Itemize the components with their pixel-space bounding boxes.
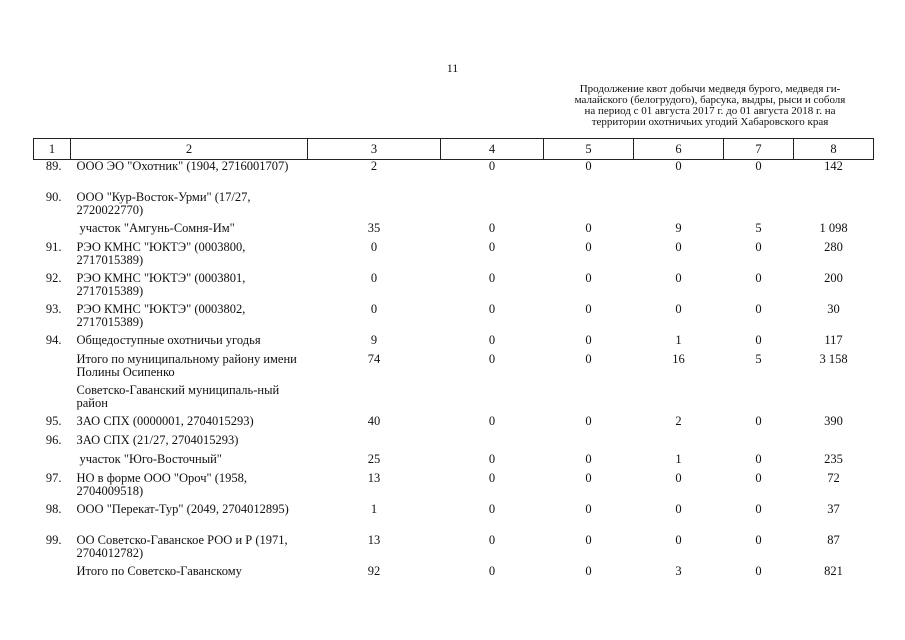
cell-c3: 74 xyxy=(367,352,381,366)
cell-c8: 3 158 xyxy=(819,352,848,366)
cell-c3: 0 xyxy=(370,240,378,254)
cell-c5: 0 xyxy=(585,452,592,466)
cell-c3: 13 xyxy=(367,471,381,485)
cell-c6: 0 xyxy=(675,159,682,173)
cell-c7: 0 xyxy=(755,452,762,466)
table-row xyxy=(34,272,874,303)
row-name: участок "Амгунь-Сомня-Им" xyxy=(79,221,235,235)
column-header: 2 xyxy=(71,139,308,160)
cell-c6 xyxy=(634,384,724,415)
table-row xyxy=(34,191,874,222)
cell-c3: 2 xyxy=(370,159,378,173)
row-number: 99. xyxy=(45,533,62,547)
cell-c6 xyxy=(634,434,724,453)
cell-c3: 92 xyxy=(367,564,381,578)
row-name: ЗАО СПХ (0000001, 2704015293) xyxy=(76,414,254,428)
cell-c6: 0 xyxy=(675,240,682,254)
cell-c4: 0 xyxy=(488,502,496,516)
row-name: Итого по Советско-Гаванскому xyxy=(76,564,242,578)
row-number: 92. xyxy=(45,271,62,285)
cell-c4 xyxy=(441,384,544,415)
cell-c7: 0 xyxy=(755,564,762,578)
cell-c8: 235 xyxy=(824,452,843,466)
cell-c4: 0 xyxy=(488,352,496,366)
table-row xyxy=(34,503,874,534)
cell-c4: 0 xyxy=(488,564,496,578)
table-row xyxy=(34,534,874,565)
cell-c5: 0 xyxy=(585,302,592,316)
cell-c8: 1 098 xyxy=(819,221,848,235)
cell-c7: 5 xyxy=(755,352,762,366)
cell-c7: 0 xyxy=(755,240,762,254)
cell-c4: 0 xyxy=(488,333,496,347)
row-name: Итого по муниципальному району имени Полины Осипенко xyxy=(76,352,297,379)
cell-c3 xyxy=(308,191,441,222)
row-number xyxy=(34,384,71,415)
cell-c4: 0 xyxy=(488,471,496,485)
row-number: 95. xyxy=(45,414,62,428)
table-row xyxy=(34,384,874,415)
cell-c3: 0 xyxy=(370,302,378,316)
cell-c5: 0 xyxy=(585,271,592,285)
cell-c3: 35 xyxy=(367,221,381,235)
cell-c5: 0 xyxy=(585,221,592,235)
cell-c3 xyxy=(308,434,441,453)
table-row xyxy=(34,415,874,434)
cell-c4 xyxy=(441,191,544,222)
heading-line: Продолжение квот добычи медведя бурого, медведя ги- xyxy=(579,83,841,95)
row-name: ООО "Кур-Восток-Урми" (17/27, 2720022770) xyxy=(76,190,251,217)
cell-c5 xyxy=(544,384,634,415)
cell-c7 xyxy=(724,191,794,222)
cell-c3 xyxy=(308,384,441,415)
cell-c4: 0 xyxy=(488,221,496,235)
row-number xyxy=(34,353,71,384)
cell-c5: 0 xyxy=(585,240,592,254)
cell-c8: 200 xyxy=(824,271,843,285)
cell-c6: 3 xyxy=(675,564,682,578)
column-header: 1 xyxy=(34,139,71,160)
table-row xyxy=(34,222,874,241)
cell-c8: 390 xyxy=(824,414,843,428)
table-row xyxy=(34,353,874,384)
table-row xyxy=(34,472,874,503)
table-body xyxy=(34,160,874,585)
table-row xyxy=(34,303,874,334)
cell-c5: 0 xyxy=(585,352,592,366)
cell-c6: 0 xyxy=(675,533,682,547)
row-name: Общедоступные охотничьи угодья xyxy=(76,333,261,347)
row-name: участок "Юго-Восточный" xyxy=(79,452,222,466)
heading-line: территории охотничьих угодий Хабаровского края xyxy=(591,116,829,128)
cell-c7 xyxy=(724,384,794,415)
cell-c8: 30 xyxy=(827,302,840,316)
row-name: ООО "Перекат-Тур" (2049, 2704012895) xyxy=(76,502,289,516)
cell-c4: 0 xyxy=(488,533,496,547)
heading-line: на период с 01 августа 2017 г. до 01 августа 2018 г. на xyxy=(584,105,836,117)
cell-c7: 0 xyxy=(755,302,762,316)
row-number: 91. xyxy=(45,240,62,254)
row-name: Советско-Гаванский муниципаль-ный район xyxy=(76,383,280,410)
page-number: 11 xyxy=(446,61,459,75)
cell-c4: 0 xyxy=(488,240,496,254)
cell-c8: 87 xyxy=(827,533,840,547)
cell-c6: 2 xyxy=(675,414,682,428)
cell-c6: 0 xyxy=(675,302,682,316)
cell-c6: 9 xyxy=(675,221,682,235)
cell-c3: 13 xyxy=(367,533,381,547)
quota-table xyxy=(33,138,874,584)
column-header: 4 xyxy=(441,139,544,160)
cell-c4: 0 xyxy=(488,271,496,285)
cell-c7: 5 xyxy=(755,221,762,235)
row-number: 94. xyxy=(45,333,62,347)
cell-c5: 0 xyxy=(585,502,592,516)
cell-c4: 0 xyxy=(488,414,496,428)
table-heading xyxy=(545,84,875,128)
table-row xyxy=(34,434,874,453)
cell-c6: 1 xyxy=(675,452,682,466)
row-number: 98. xyxy=(45,502,62,516)
cell-c4: 0 xyxy=(488,302,496,316)
cell-c6 xyxy=(634,191,724,222)
table-row xyxy=(34,160,874,192)
header-row xyxy=(34,139,874,160)
cell-c3: 1 xyxy=(370,502,378,516)
cell-c3: 0 xyxy=(370,271,378,285)
cell-c8 xyxy=(794,191,874,222)
cell-c7: 0 xyxy=(755,502,762,516)
heading-line: малайского (белогрудого), барсука, выдры, рыси и соболя xyxy=(574,94,846,106)
cell-c4: 0 xyxy=(488,452,496,466)
cell-c6: 0 xyxy=(675,471,682,485)
column-header: 6 xyxy=(634,139,724,160)
column-header: 7 xyxy=(724,139,794,160)
row-number: 97. xyxy=(45,471,62,485)
cell-c4 xyxy=(441,434,544,453)
cell-c5: 0 xyxy=(585,333,592,347)
cell-c5 xyxy=(544,191,634,222)
cell-c8: 821 xyxy=(824,564,843,578)
cell-c8: 280 xyxy=(824,240,843,254)
cell-c8 xyxy=(794,384,874,415)
cell-c7: 0 xyxy=(755,414,762,428)
row-name: РЭО КМНС "ЮКТЭ" (0003800, 2717015389) xyxy=(76,240,246,267)
row-name: ООО ЭО "Охотник" (1904, 2716001707) xyxy=(76,159,289,173)
cell-c7 xyxy=(724,434,794,453)
row-name: РЭО КМНС "ЮКТЭ" (0003801, 2717015389) xyxy=(76,271,246,298)
row-name: РЭО КМНС "ЮКТЭ" (0003802, 2717015389) xyxy=(76,302,246,329)
table-row xyxy=(34,565,874,584)
cell-c6: 1 xyxy=(675,333,682,347)
row-name: НО в форме ООО "Ороч" (1958, 2704009518) xyxy=(76,471,248,498)
cell-c8 xyxy=(794,434,874,453)
cell-c5: 0 xyxy=(585,564,592,578)
table-row xyxy=(34,334,874,353)
row-number xyxy=(34,222,71,241)
cell-c7: 0 xyxy=(755,471,762,485)
cell-c6: 0 xyxy=(675,271,682,285)
row-number: 96. xyxy=(45,433,62,447)
cell-c6: 16 xyxy=(672,352,685,366)
table-row xyxy=(34,453,874,472)
column-header: 3 xyxy=(308,139,441,160)
row-number xyxy=(34,453,71,472)
cell-c8: 117 xyxy=(824,333,843,347)
column-header: 8 xyxy=(794,139,874,160)
column-header: 5 xyxy=(544,139,634,160)
cell-c7: 0 xyxy=(755,533,762,547)
row-number: 89. xyxy=(45,159,62,173)
table-row xyxy=(34,241,874,272)
cell-c3: 25 xyxy=(367,452,381,466)
cell-c3: 40 xyxy=(367,414,381,428)
cell-c8: 37 xyxy=(827,502,840,516)
cell-c5: 0 xyxy=(585,533,592,547)
cell-c5: 0 xyxy=(585,414,592,428)
cell-c8: 72 xyxy=(827,471,840,485)
cell-c7: 0 xyxy=(755,333,762,347)
cell-c8: 142 xyxy=(824,159,843,173)
cell-c6: 0 xyxy=(675,502,682,516)
cell-c3: 9 xyxy=(370,333,378,347)
cell-c5: 0 xyxy=(585,159,592,173)
row-name: ОО Советско-Гаванское РОО и Р (1971, 2704012782) xyxy=(76,533,288,560)
cell-c5: 0 xyxy=(585,471,592,485)
row-number: 90. xyxy=(45,190,62,204)
cell-c7: 0 xyxy=(755,159,762,173)
row-number: 93. xyxy=(45,302,62,316)
row-number xyxy=(34,565,71,584)
row-name: ЗАО СПХ (21/27, 2704015293) xyxy=(76,433,239,447)
cell-c7: 0 xyxy=(755,271,762,285)
cell-c5 xyxy=(544,434,634,453)
cell-c4: 0 xyxy=(488,159,496,173)
